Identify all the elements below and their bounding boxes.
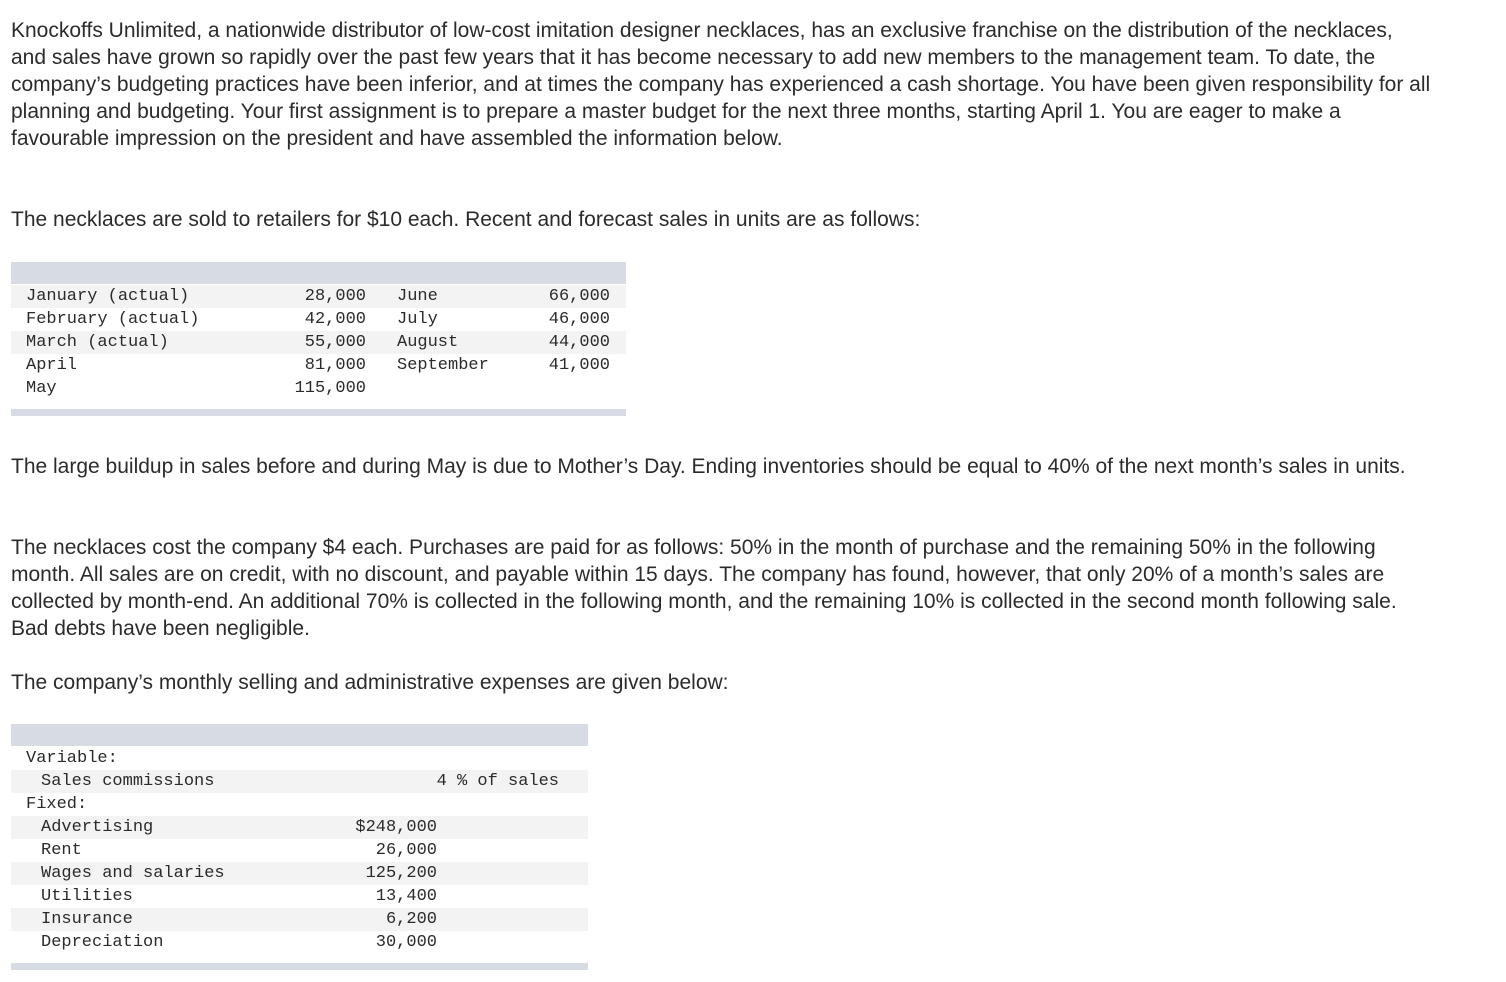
expense-value: 125,200 [365,864,437,883]
expense-label: Advertising [41,818,154,837]
month-label: May [26,379,57,398]
expense-label: Wages and salaries [41,864,225,883]
table-row [11,770,588,793]
expense-table-footer-bar [11,963,588,970]
month-label: April [26,356,78,375]
fixed-heading: Fixed: [26,795,88,814]
sales-table-header-bar [11,262,626,284]
table-row [11,931,588,954]
table-row [11,908,588,931]
table-row [11,793,588,816]
expense-value: $248,000 [355,818,437,837]
expense-label: Depreciation [41,933,164,952]
month-label: July [397,310,438,329]
table-row [11,885,588,908]
month-label: September [397,356,489,375]
units-value: 46,000 [548,310,610,329]
units-value: 44,000 [548,333,610,352]
table-row [11,816,588,839]
sales-intro-paragraph: The necklaces are sold to retailers for $10 each. Recent and forecast sales in units are as follows: [11,208,921,231]
units-value: 81,000 [304,356,366,375]
month-label: February (actual) [26,310,200,329]
buildup-paragraph: The large buildup in sales before and during May is due to Mother’s Day. Ending inventories should be equal to 40% of the next month’s sales in units. [11,455,1406,478]
units-value: 55,000 [304,333,366,352]
units-value: 42,000 [304,310,366,329]
table-row [11,377,626,400]
expenses-intro-paragraph: The company’s monthly selling and administrative expenses are given below: [11,671,729,694]
month-label: June [397,287,438,306]
expense-value: 30,000 [375,933,437,952]
commission-label: Sales commissions [41,772,215,791]
table-row [11,285,626,308]
month-label: January (actual) [26,287,190,306]
month-label: March (actual) [26,333,169,352]
expense-value: 26,000 [375,841,437,860]
variable-heading: Variable: [26,749,118,768]
units-value: 66,000 [548,287,610,306]
table-row [11,331,626,354]
sales-table [11,262,626,418]
expense-label: Insurance [41,910,133,929]
table-row [11,862,588,885]
table-row [11,308,626,331]
table-row [11,747,588,770]
expense-label: Utilities [41,887,133,906]
expense-value: 6,200 [385,910,437,929]
sales-table-footer-bar [11,409,626,416]
month-label: August [397,333,459,352]
expense-label: Rent [41,841,82,860]
table-row [11,839,588,862]
table-row [11,354,626,377]
expense-table [11,724,588,972]
expense-value: 13,400 [375,887,437,906]
units-value: 41,000 [548,356,610,375]
units-value: 28,000 [304,287,366,306]
commission-value: 4 % of sales [436,772,559,791]
purchases-paragraph: The necklaces cost the company $4 each. Purchases are paid for as follows: 50% in the month of purchase and the remaining 50% in the following month. All sales are on credit, with no discount, and payable within 15 days. The company has found, however, that only 20% of a month’s sales are collected by month-end. An additional 70% is collected in the following month, and the remaining 10% is collected in the second month following sale. Bad debts have been negligible. [11,536,1397,640]
units-value: 115,000 [294,379,366,398]
intro-paragraph: Knockoffs Unlimited, a nationwide distributor of low-cost imitation designer necklaces, has an exclusive franchise on the distribution of the necklaces, and sales have grown so rapidly over the past few years that it has become necessary to add new members to the management team. To date, the company’s budgeting practices have been inferior, and at times the company has experienced a cash shortage. You have been given responsibility for all planning and budgeting. Your first assignment is to prepare a master budget for the next three months, starting April 1. You are eager to make a favourable impression on the president and have assembled the information below. [11,19,1431,150]
expense-table-header-bar [11,724,588,746]
